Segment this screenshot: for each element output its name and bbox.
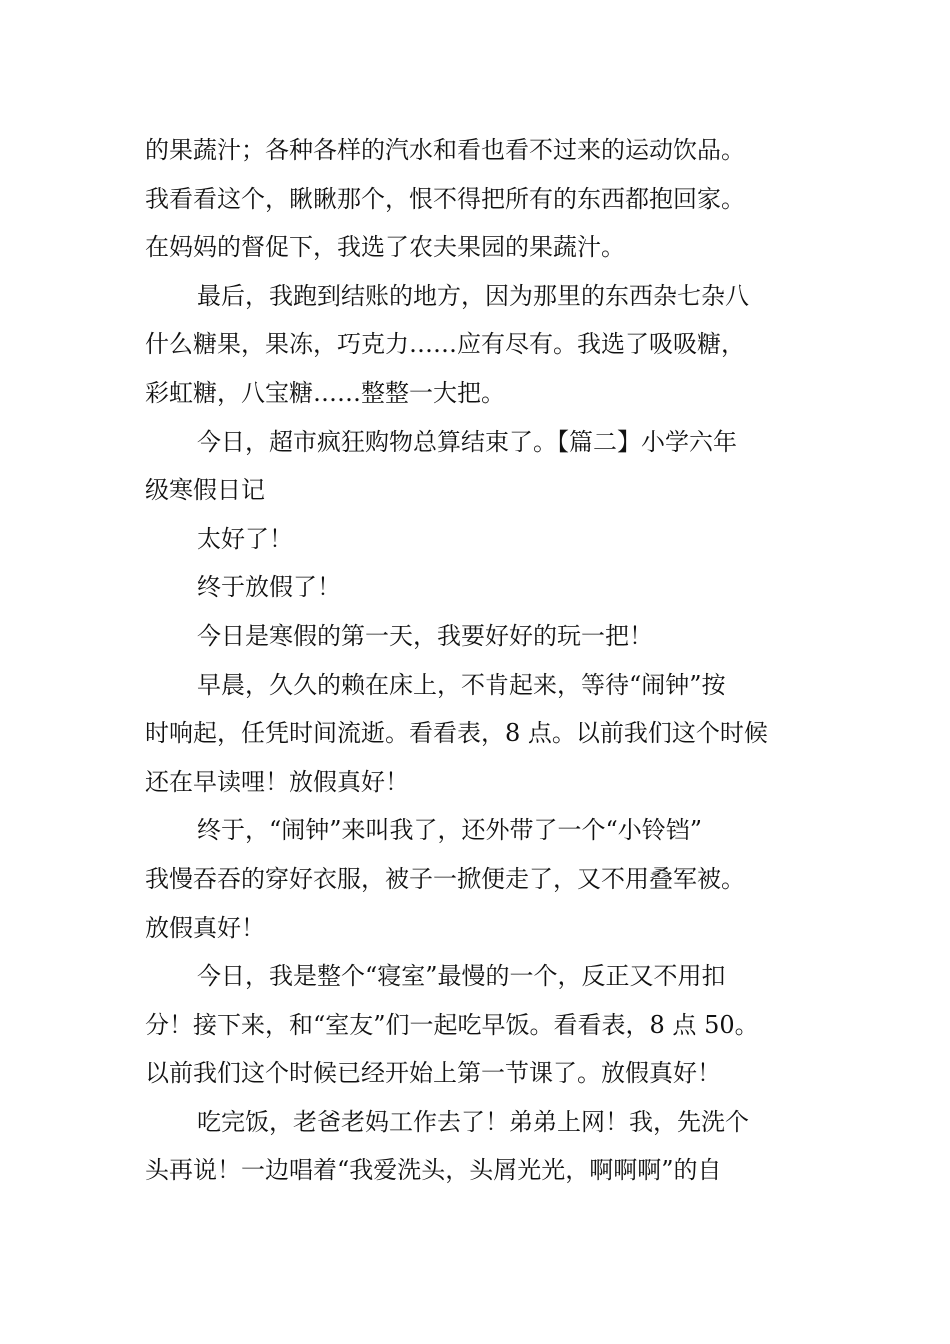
text-line: 时响起，任凭时间流逝。看看表，8 点。以前我们这个时候 [145,719,768,748]
text-line: 终于放假了！ [197,573,341,602]
text-line: 在妈妈的督促下，我选了农夫果园的果蔬汁。 [145,233,625,262]
text-line: 太好了！ [197,524,293,553]
text-line: 最后，我跑到结账的地方，因为那里的东西杂七杂八 [197,281,749,310]
text-line: 早晨，久久的赖在床上，不肯起来，等待“闹钟”按 [197,670,726,699]
text-line: 还在早读哩！放假真好！ [145,767,409,796]
text-line: 吃完饭，老爸老妈工作去了！弟弟上网！我，先洗个 [197,1107,749,1136]
text-line: 头再说！一边唱着“我爱洗头，头屑光光，啊啊啊”的自 [145,1156,722,1185]
text-line: 终于，“闹钟”来叫我了，还外带了一个“小铃铛” [197,816,703,845]
text-line: 级寒假日记 [145,476,265,505]
body-text [145,126,810,1195]
text-line: 分！接下来，和“室友”们一起吃早饭。看看表，8 点 50。 [145,1010,759,1039]
text-line: 我看看这个，瞅瞅那个，恨不得把所有的东西都抱回家。 [145,184,745,213]
text-line: 今日是寒假的第一天，我要好好的玩一把！ [197,621,653,650]
text-line: 我慢吞吞的穿好衣服，被子一掀便走了，又不用叠军被。 [145,864,745,893]
text-line: 放假真好！ [145,913,265,942]
text-line: 以前我们这个时候已经开始上第一节课了。放假真好！ [145,1059,721,1088]
text-line: 的果蔬汁；各种各样的汽水和看也看不过来的运动饮品。 [145,136,745,164]
text-line: 今日，我是整个“寝室”最慢的一个，反正又不用扣 [197,962,726,991]
text-line: 今日，超市疯狂购物总算结束了。【篇二】小学六年 [197,427,737,456]
text-line: 彩虹糖，八宝糖……整整一大把。 [145,378,505,407]
text-line: 什么糖果，果冻，巧克力……应有尽有。我选了吸吸糖， [145,330,745,359]
